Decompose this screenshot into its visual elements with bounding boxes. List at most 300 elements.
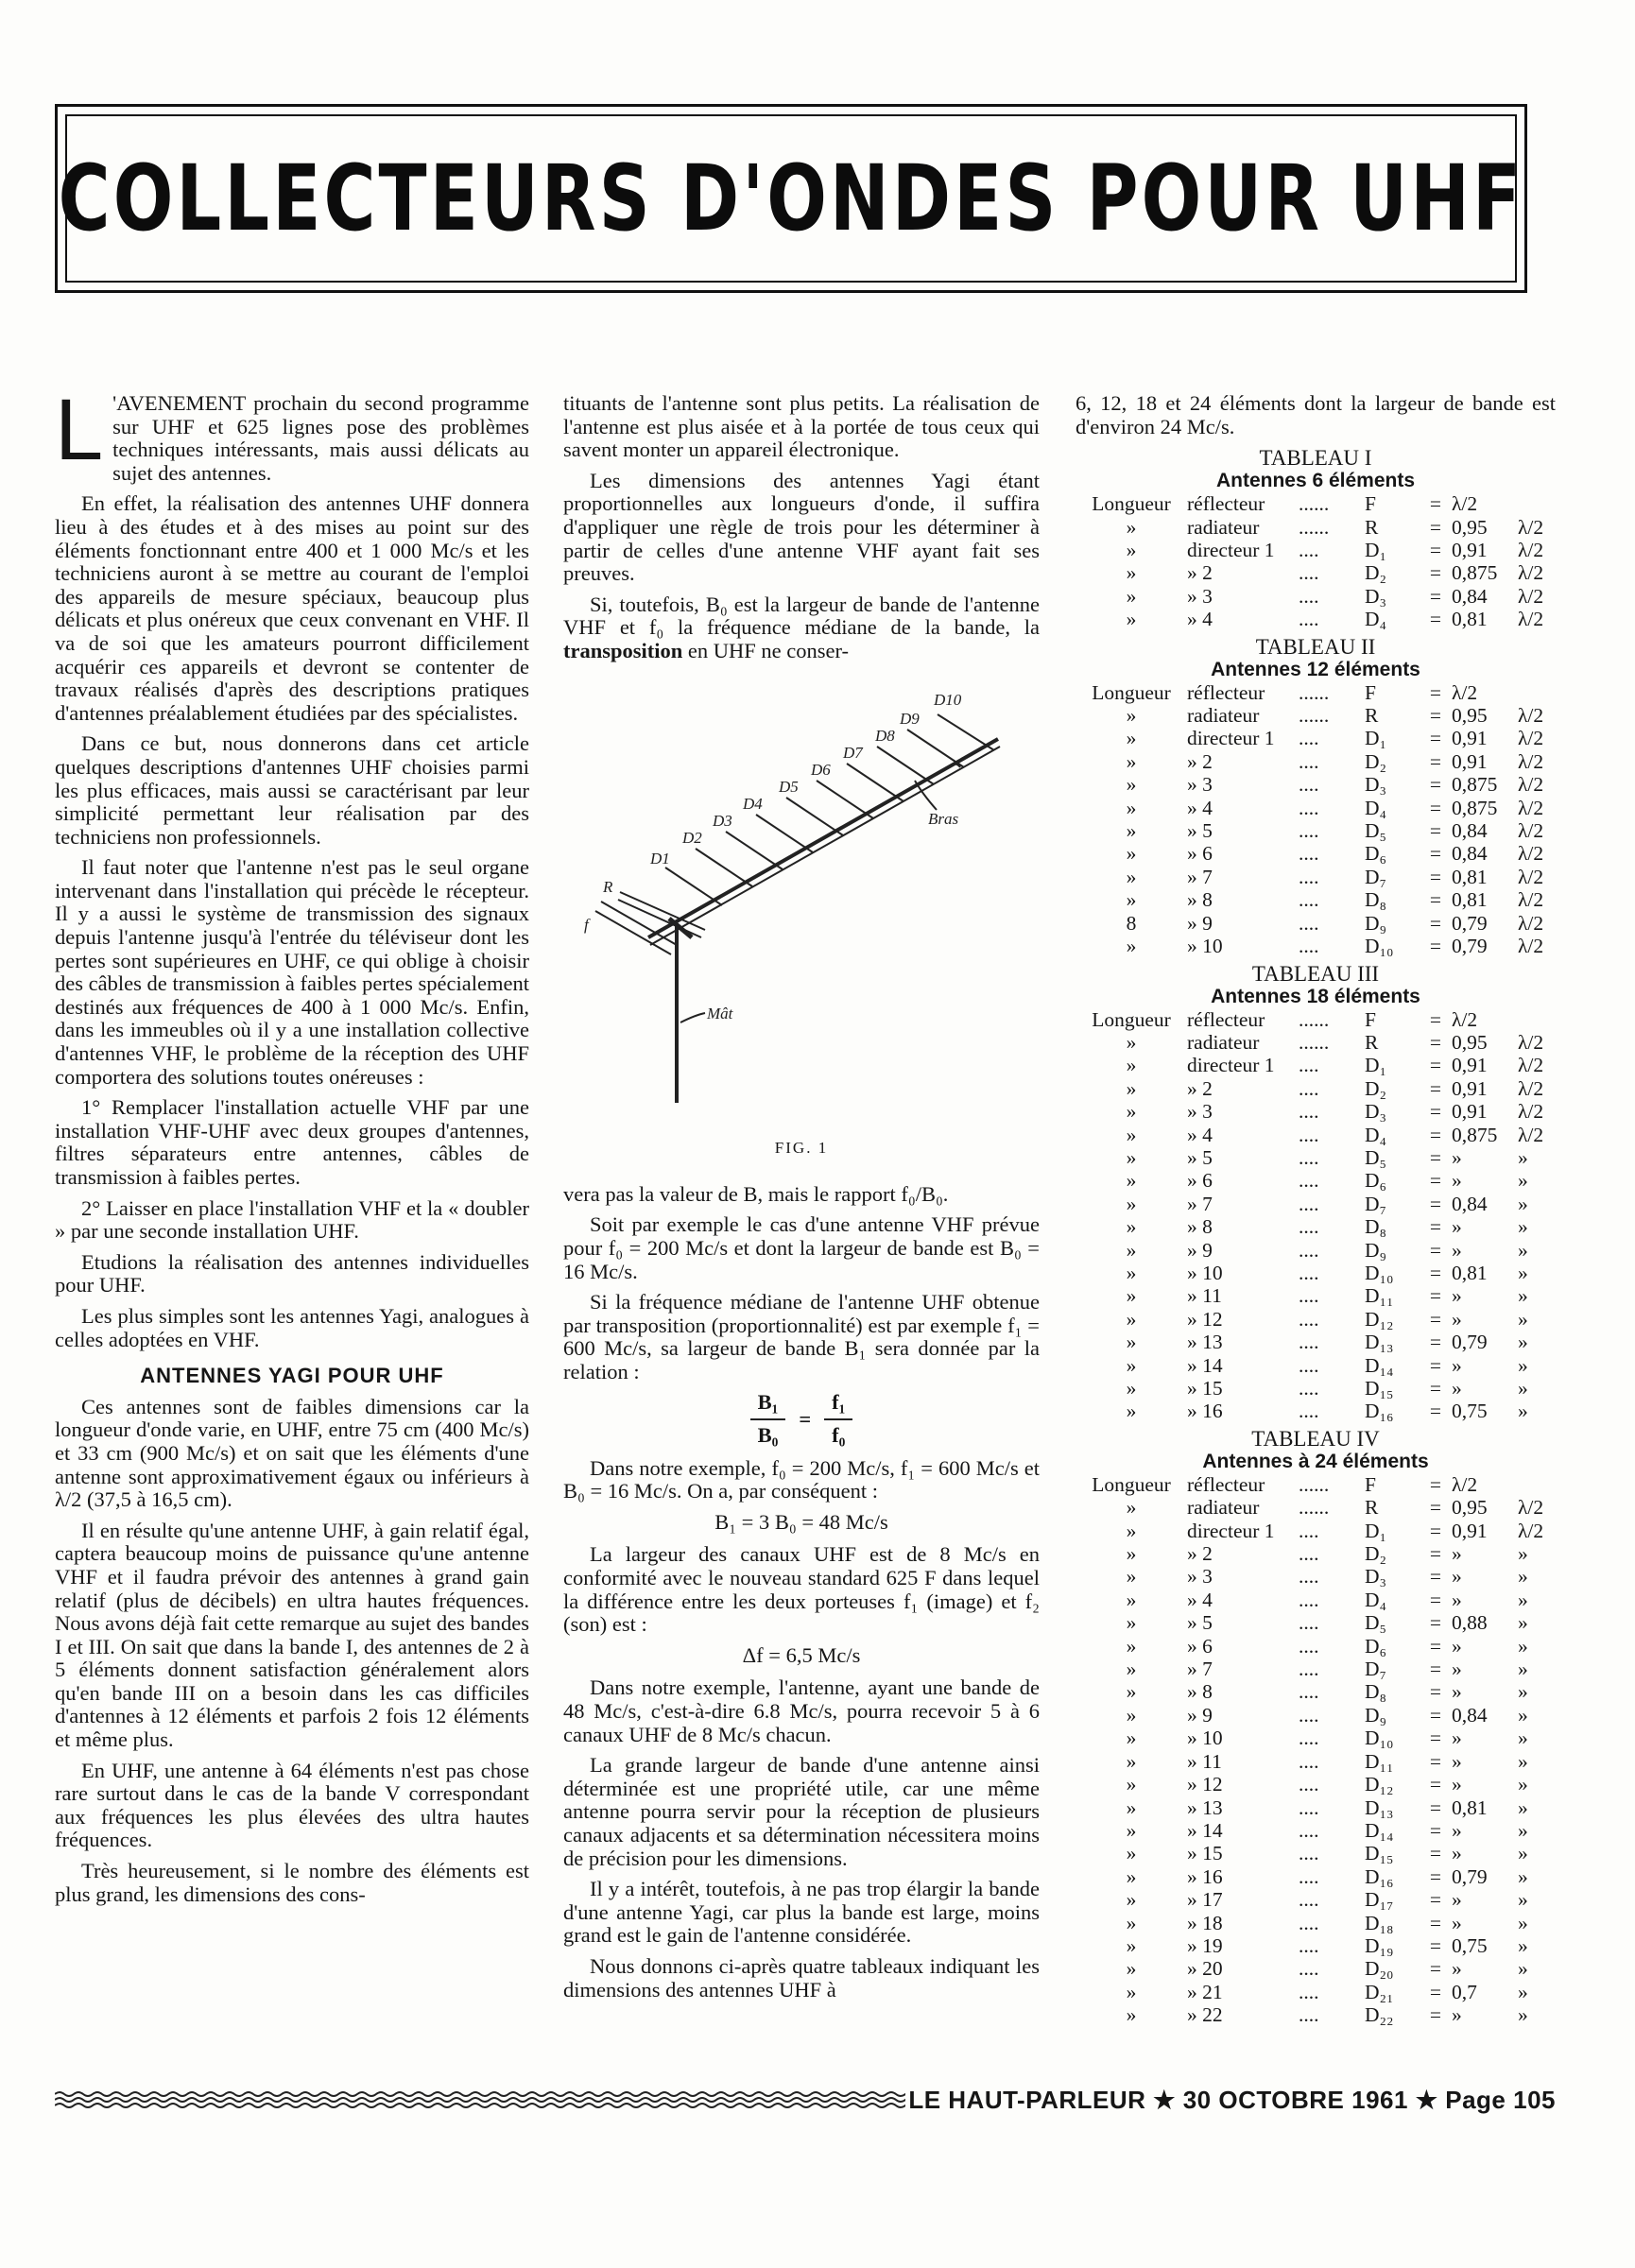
table-cell: » bbox=[1518, 1980, 1528, 2003]
table-cell: » bbox=[1126, 1749, 1137, 1773]
table-row bbox=[1076, 1542, 1556, 1565]
table-cell: » bbox=[1518, 1215, 1528, 1239]
table-cell: » bbox=[1518, 1658, 1528, 1681]
table-cell: .... bbox=[1299, 2003, 1319, 2027]
table-cell: ...... bbox=[1299, 1030, 1330, 1054]
table-row bbox=[1076, 1193, 1556, 1215]
table-row bbox=[1076, 1635, 1556, 1658]
table-cell: » 5 bbox=[1187, 1145, 1213, 1169]
table-cell: » bbox=[1452, 1238, 1462, 1262]
table-row bbox=[1076, 561, 1556, 584]
drop-cap: L bbox=[55, 382, 104, 478]
element-f bbox=[601, 902, 677, 945]
table-cell: » 10 bbox=[1187, 1727, 1223, 1750]
table-cell: » bbox=[1126, 608, 1137, 631]
table-row bbox=[1076, 1865, 1556, 1888]
table-cell: .... bbox=[1299, 865, 1319, 888]
table-row bbox=[1076, 1589, 1556, 1611]
table-cell: = bbox=[1429, 1727, 1442, 1750]
paragraph-text: 'AVENEMENT prochain du second programme sur UHF et 625 lignes pose des problèmes techniques intéressants, mais aussi délicats au sujet des antennes. bbox=[112, 391, 529, 485]
table-cell: » 9 bbox=[1187, 1238, 1213, 1262]
table-cell: = bbox=[1429, 842, 1442, 866]
table-cell: » bbox=[1518, 1796, 1528, 1819]
table-cell: 0,91 bbox=[1452, 1076, 1488, 1100]
table-row bbox=[1076, 1124, 1556, 1146]
table-row bbox=[1076, 539, 1556, 561]
table-subtitle: Antennes 18 éléments bbox=[1211, 985, 1420, 1007]
table-cell: λ/2 bbox=[1518, 515, 1544, 539]
table-cell: » 18 bbox=[1187, 1911, 1223, 1934]
table-cell: D₁₉ bbox=[1365, 1933, 1394, 1957]
table-cell: .... bbox=[1299, 1307, 1319, 1331]
table-cell: » bbox=[1126, 1496, 1137, 1520]
table-cell: λ/2 bbox=[1518, 888, 1544, 912]
table-cell: = bbox=[1429, 1911, 1442, 1934]
table-cell: = bbox=[1429, 1611, 1442, 1635]
table-cell: » bbox=[1518, 1933, 1528, 1957]
table-cell: = bbox=[1429, 1261, 1442, 1284]
table-subtitle: Antennes 6 éléments bbox=[1215, 470, 1416, 492]
table-cell: = bbox=[1429, 819, 1442, 843]
table-cell: λ/2 bbox=[1518, 704, 1544, 728]
table-cell: » bbox=[1126, 1980, 1137, 2003]
label-d4: D4 bbox=[743, 794, 763, 813]
issue-date: 30 OCTOBRE 1961 bbox=[1182, 2086, 1408, 2114]
table-cell: » bbox=[1126, 1238, 1137, 1262]
table-cell: = bbox=[1429, 1933, 1442, 1957]
table-title: TABLEAU IV bbox=[1251, 1426, 1380, 1451]
table-cell: 0,81 bbox=[1452, 888, 1488, 912]
table-cell: » bbox=[1126, 1888, 1137, 1912]
element-d7 bbox=[847, 764, 904, 801]
table-cell bbox=[1518, 492, 1556, 515]
table-row bbox=[1076, 1215, 1556, 1238]
table-cell: 0,84 bbox=[1452, 1192, 1488, 1215]
element-d5 bbox=[786, 798, 843, 835]
table-cell: » 15 bbox=[1187, 1377, 1223, 1400]
table-cell: » bbox=[1126, 1100, 1137, 1124]
table-cell: » bbox=[1452, 1773, 1462, 1796]
table-cell: » bbox=[1126, 539, 1137, 561]
table-cell: réflecteur bbox=[1187, 680, 1265, 704]
table-cell: » 11 bbox=[1187, 1284, 1222, 1308]
column-1 bbox=[55, 382, 529, 1914]
table-cell: » bbox=[1126, 727, 1137, 750]
table-cell: D₁₂ bbox=[1365, 1307, 1394, 1331]
table-cell: » 10 bbox=[1187, 935, 1223, 958]
table-cell: » bbox=[1452, 1169, 1462, 1193]
table-cell: réflecteur bbox=[1187, 1007, 1265, 1031]
table-cell: » bbox=[1518, 1864, 1528, 1888]
table-row bbox=[1076, 819, 1556, 842]
table-row bbox=[1076, 1031, 1556, 1054]
paragraph-text: en UHF ne conser- bbox=[682, 638, 850, 662]
label-f: f bbox=[584, 915, 589, 934]
table-cell: » bbox=[1452, 1377, 1462, 1400]
table-cell: » bbox=[1126, 1864, 1137, 1888]
table-cell: » bbox=[1126, 2003, 1137, 2027]
table-cell: » bbox=[1126, 1377, 1137, 1400]
table-cell: = bbox=[1429, 1980, 1442, 2003]
table-cell: .... bbox=[1299, 1238, 1319, 1262]
table-cell: .... bbox=[1299, 1933, 1319, 1957]
table-cell: .... bbox=[1299, 773, 1319, 797]
table-cell: 0,79 bbox=[1452, 911, 1488, 935]
table-cell: » bbox=[1126, 1933, 1137, 1957]
table-cell: D₁ bbox=[1365, 727, 1387, 750]
table-cell: = bbox=[1429, 1703, 1442, 1727]
table-cell: .... bbox=[1299, 561, 1319, 585]
star-separator: ★ bbox=[1153, 2086, 1176, 2114]
table-cell: » 4 bbox=[1187, 608, 1213, 631]
table-row bbox=[1076, 912, 1556, 935]
table-row bbox=[1076, 1496, 1556, 1519]
paragraph: Soit par exemple le cas d'une antenne VHF prévue pour f₀ = 200 Mc/s et dont la largeur de bande est B₀ = 16 Mc/s. bbox=[563, 1212, 1040, 1283]
table-cell: .... bbox=[1299, 1888, 1319, 1912]
table-cell bbox=[1518, 1473, 1556, 1496]
table-cell: = bbox=[1429, 888, 1442, 912]
table-cell: D₁₈ bbox=[1365, 1911, 1394, 1934]
table-cell: » bbox=[1126, 1588, 1137, 1611]
label-d5: D5 bbox=[779, 777, 799, 796]
page-number: Page 105 bbox=[1445, 2086, 1556, 2114]
table-cell: » 14 bbox=[1187, 1353, 1223, 1377]
table-cell: .... bbox=[1299, 842, 1319, 866]
table-cell: » bbox=[1518, 1842, 1528, 1865]
table-cell: » 3 bbox=[1187, 1100, 1213, 1124]
dimension-tables bbox=[1076, 446, 1556, 2026]
table-cell: » 5 bbox=[1187, 1611, 1213, 1635]
table-cell: .... bbox=[1299, 1864, 1319, 1888]
table-cell: λ/2 bbox=[1518, 865, 1544, 888]
table-cell: » bbox=[1126, 1123, 1137, 1146]
table-row bbox=[1076, 492, 1556, 515]
fraction-equation bbox=[750, 1391, 853, 1447]
table-cell: λ/2 bbox=[1518, 1123, 1544, 1146]
table-cell: D₅ bbox=[1365, 1145, 1387, 1169]
table-cell: » bbox=[1126, 1634, 1137, 1658]
wavy-rule bbox=[55, 2089, 905, 2110]
label-d8: D8 bbox=[875, 726, 895, 745]
table-row bbox=[1076, 1520, 1556, 1542]
table-cell: 0,84 bbox=[1452, 819, 1488, 843]
table-row bbox=[1076, 866, 1556, 888]
table-cell: » bbox=[1126, 935, 1137, 958]
table-cell: 0,875 bbox=[1452, 773, 1498, 797]
table-cell: = bbox=[1429, 1169, 1442, 1193]
table-cell: » bbox=[1126, 1145, 1137, 1169]
table-subtitle: Antennes 12 éléments bbox=[1211, 658, 1420, 680]
bold-term: transposition bbox=[563, 638, 683, 662]
table-cell: λ/2 bbox=[1452, 1007, 1478, 1031]
table-cell bbox=[1518, 1008, 1556, 1031]
paragraph: La grande largeur de bande d'une antenne ainsi déterminée est une propriété utile, car une même antenne pourra servir pour la réception de plusieurs canaux adjacents et sa détermination nécessitera moins de précision pour les dimensions. bbox=[563, 1753, 1040, 1870]
element-d2 bbox=[696, 849, 752, 886]
table-cell: » bbox=[1126, 1030, 1137, 1054]
table-cell: » bbox=[1126, 842, 1137, 866]
table-cell: = bbox=[1429, 1888, 1442, 1912]
table-cell: » bbox=[1452, 1307, 1462, 1331]
table-cell: » bbox=[1126, 865, 1137, 888]
table-cell: 0,91 bbox=[1452, 1100, 1488, 1124]
table-cell: » bbox=[1452, 1658, 1462, 1681]
section-heading: ANTENNES YAGI POUR UHF bbox=[140, 1364, 444, 1388]
table-row bbox=[1076, 1819, 1556, 1842]
table-cell: » bbox=[1126, 515, 1137, 539]
table-cell: = bbox=[1429, 1076, 1442, 1100]
table-cell: » 7 bbox=[1187, 1192, 1213, 1215]
table-cell: λ/2 bbox=[1452, 1472, 1478, 1496]
wave-line-2 bbox=[55, 2098, 905, 2102]
table-cell: » 22 bbox=[1187, 2003, 1223, 2027]
table-cell: » 7 bbox=[1187, 865, 1213, 888]
table-row bbox=[1076, 797, 1556, 819]
table-cell: » 9 bbox=[1187, 911, 1213, 935]
table-cell: » 6 bbox=[1187, 842, 1213, 866]
table-cell: directeur 1 bbox=[1187, 727, 1275, 750]
table-cell: .... bbox=[1299, 1680, 1319, 1704]
table-cell: = bbox=[1429, 704, 1442, 728]
denominator: f₀ bbox=[832, 1423, 846, 1448]
table-cell: .... bbox=[1299, 1400, 1319, 1423]
table-cell: » 3 bbox=[1187, 1565, 1213, 1589]
table-cell: » bbox=[1126, 1611, 1137, 1635]
label-d3: D3 bbox=[713, 811, 732, 830]
table-row bbox=[1076, 1473, 1556, 1496]
table-cell: » bbox=[1126, 1169, 1137, 1193]
table-cell: » 16 bbox=[1187, 1864, 1223, 1888]
dimension-table bbox=[1076, 1008, 1556, 1423]
table-row bbox=[1076, 1658, 1556, 1680]
table-cell: λ/2 bbox=[1518, 1076, 1544, 1100]
table-cell: 0,91 bbox=[1452, 539, 1488, 561]
antenna-drawing bbox=[595, 714, 1000, 1103]
table-cell: D₁₃ bbox=[1365, 1331, 1394, 1354]
table-cell: 0,91 bbox=[1452, 1519, 1488, 1542]
table-cell: = bbox=[1429, 1773, 1442, 1796]
table-cell: D₁₁ bbox=[1365, 1284, 1394, 1308]
table-cell: = bbox=[1429, 1030, 1442, 1054]
paragraph: Nous donnons ci-après quatre tableaux indiquant les dimensions des antennes UHF à bbox=[563, 1953, 1040, 2002]
table-cell: » bbox=[1518, 1565, 1528, 1589]
table-cell: .... bbox=[1299, 584, 1319, 608]
table-cell: .... bbox=[1299, 727, 1319, 750]
table-cell: » bbox=[1518, 2003, 1528, 2027]
table-cell: » 9 bbox=[1187, 1703, 1213, 1727]
table-cell: = bbox=[1429, 749, 1442, 773]
table-cell: = bbox=[1429, 1400, 1442, 1423]
table-cell: » bbox=[1126, 1307, 1137, 1331]
table-row bbox=[1076, 1888, 1556, 1911]
table-cell: ...... bbox=[1299, 1007, 1330, 1031]
element-d6 bbox=[817, 781, 873, 818]
table-cell: D₇ bbox=[1365, 865, 1387, 888]
table-cell bbox=[1518, 681, 1556, 704]
table-row bbox=[1076, 516, 1556, 539]
numerator: B₁ bbox=[750, 1391, 786, 1420]
table-cell: = bbox=[1429, 1842, 1442, 1865]
table-cell: D₉ bbox=[1365, 911, 1387, 935]
table-cell: D₂₀ bbox=[1365, 1957, 1394, 1981]
table-cell: » bbox=[1126, 796, 1137, 819]
column-3 bbox=[1076, 392, 1556, 2027]
table-cell: radiateur bbox=[1187, 1030, 1260, 1054]
table-cell: = bbox=[1429, 1519, 1442, 1542]
table-row bbox=[1076, 750, 1556, 773]
table-cell: directeur 1 bbox=[1187, 539, 1275, 561]
table-cell: D₁₆ bbox=[1365, 1864, 1394, 1888]
table-row bbox=[1076, 842, 1556, 865]
table-cell: » bbox=[1452, 1749, 1462, 1773]
table-row bbox=[1076, 585, 1556, 608]
table-cell: D₁ bbox=[1365, 1054, 1387, 1077]
label-r: R bbox=[603, 877, 613, 896]
table-cell: » 5 bbox=[1187, 819, 1213, 843]
table-row bbox=[1076, 1262, 1556, 1284]
table-cell: 0,7 bbox=[1452, 1980, 1477, 2003]
paragraph: Dans ce but, nous donnerons dans cet article quelques descriptions d'antennes UHF choisies parmi les plus efficaces, mais aussi se caractérisant par leur simplicité permettant leur réalisation par des techniciens non professionnels. bbox=[55, 731, 529, 849]
table-cell: » 4 bbox=[1187, 1123, 1213, 1146]
paragraph: 1° Remplacer l'installation actuelle VHF par une installation VHF-UHF avec deux groupes d'antennes, filtres séparateurs entre antennes, câbles de transmission à faibles pertes. bbox=[55, 1095, 529, 1189]
table-cell: R bbox=[1365, 1496, 1379, 1520]
table-cell: » bbox=[1126, 1519, 1137, 1542]
table-cell: D₁₂ bbox=[1365, 1773, 1394, 1796]
table-cell: .... bbox=[1299, 1980, 1319, 2003]
table-cell: .... bbox=[1299, 1911, 1319, 1934]
label-d6: D6 bbox=[811, 760, 831, 779]
table-cell: D₉ bbox=[1365, 1703, 1387, 1727]
table-cell: = bbox=[1429, 561, 1442, 585]
table-cell: radiateur bbox=[1187, 515, 1260, 539]
table-cell: = bbox=[1429, 1007, 1442, 1031]
table-cell: F bbox=[1365, 1007, 1376, 1031]
table-cell: .... bbox=[1299, 1261, 1319, 1284]
table-cell: D₁₄ bbox=[1365, 1353, 1394, 1377]
table-cell: » bbox=[1518, 1542, 1528, 1566]
table-row bbox=[1076, 1565, 1556, 1588]
table-cell: » 2 bbox=[1187, 749, 1213, 773]
table-cell: = bbox=[1429, 1145, 1442, 1169]
table-cell: ...... bbox=[1299, 1496, 1330, 1520]
table-cell: » bbox=[1452, 1680, 1462, 1704]
table-cell: 0,875 bbox=[1452, 561, 1498, 585]
table-cell: = bbox=[1429, 1588, 1442, 1611]
table-subtitle: Antennes à 24 éléments bbox=[1202, 1450, 1429, 1472]
table-cell: 8 bbox=[1126, 911, 1137, 935]
table-cell: » 4 bbox=[1187, 796, 1213, 819]
table-cell: D₆ bbox=[1365, 842, 1387, 866]
element-d10 bbox=[938, 714, 994, 750]
table-cell: directeur 1 bbox=[1187, 1519, 1275, 1542]
table-block bbox=[1076, 635, 1556, 958]
table-cell: D₃ bbox=[1365, 773, 1387, 797]
table-cell: » bbox=[1126, 1680, 1137, 1704]
table-cell: D₂ bbox=[1365, 1542, 1387, 1566]
table-cell: = bbox=[1429, 1238, 1442, 1262]
paragraph: 2° Laisser en place l'installation VHF et la « doubler » par une seconde installation UHF. bbox=[55, 1195, 529, 1244]
table-cell: = bbox=[1429, 1284, 1442, 1308]
fraction-left bbox=[750, 1391, 786, 1447]
table-cell: D₈ bbox=[1365, 1215, 1387, 1239]
table-cell: 0,88 bbox=[1452, 1611, 1488, 1635]
table-cell: = bbox=[1429, 1680, 1442, 1704]
fraction-right bbox=[824, 1391, 852, 1447]
table-cell: ...... bbox=[1299, 680, 1330, 704]
table-cell: .... bbox=[1299, 1331, 1319, 1354]
table-row bbox=[1076, 1704, 1556, 1727]
table-cell: D₉ bbox=[1365, 1238, 1387, 1262]
table-block bbox=[1076, 1427, 1556, 2027]
label-d1: D1 bbox=[650, 849, 670, 868]
table-cell: = bbox=[1429, 1215, 1442, 1239]
table-row bbox=[1076, 1680, 1556, 1703]
table-cell: D₁₀ bbox=[1365, 935, 1394, 958]
table-cell: = bbox=[1429, 492, 1442, 516]
table-cell: » bbox=[1126, 1842, 1137, 1865]
table-cell: .... bbox=[1299, 1773, 1319, 1796]
table-cell: = bbox=[1429, 1634, 1442, 1658]
table-cell: » 8 bbox=[1187, 1680, 1213, 1704]
table-cell: .... bbox=[1299, 1588, 1319, 1611]
table-cell: Longueur bbox=[1092, 1007, 1171, 1031]
table-cell: D₁₀ bbox=[1365, 1261, 1394, 1284]
table-cell: = bbox=[1429, 935, 1442, 958]
paragraph: tituants de l'antenne sont plus petits. La réalisation de l'antenne est plus aisée et à la portée de tous ceux qui savent monter un appareil électronique. bbox=[563, 391, 1040, 462]
table-cell: D₁₄ bbox=[1365, 1818, 1394, 1842]
paragraph: vera pas la valeur de B, mais le rapport f₀/B₀. bbox=[563, 1181, 949, 1206]
table-cell: 0,81 bbox=[1452, 865, 1488, 888]
table-cell: » bbox=[1452, 2003, 1462, 2027]
table-row bbox=[1076, 1611, 1556, 1634]
table-cell: » bbox=[1452, 1842, 1462, 1865]
table-cell: = bbox=[1429, 1565, 1442, 1589]
table-cell: .... bbox=[1299, 1076, 1319, 1100]
label-d2: D2 bbox=[682, 828, 702, 847]
table-cell: λ/2 bbox=[1518, 1054, 1544, 1077]
table-cell: » bbox=[1518, 1169, 1528, 1193]
table-cell: = bbox=[1429, 539, 1442, 561]
table-cell: Longueur bbox=[1092, 1472, 1171, 1496]
table-cell: 0,91 bbox=[1452, 727, 1488, 750]
table-cell: .... bbox=[1299, 608, 1319, 631]
table-cell: = bbox=[1429, 1818, 1442, 1842]
table-cell: F bbox=[1365, 1472, 1376, 1496]
table-cell: 0,79 bbox=[1452, 1864, 1488, 1888]
element-d3 bbox=[726, 832, 783, 869]
table-cell: Longueur bbox=[1092, 492, 1171, 516]
table-row bbox=[1076, 681, 1556, 704]
table-cell: » 2 bbox=[1187, 561, 1213, 585]
table-row bbox=[1076, 1008, 1556, 1031]
table-row bbox=[1076, 1934, 1556, 1957]
table-row bbox=[1076, 1284, 1556, 1307]
table-cell: » 7 bbox=[1187, 1658, 1213, 1681]
denominator: B₀ bbox=[757, 1423, 779, 1448]
table-cell: = bbox=[1429, 1100, 1442, 1124]
table-cell: .... bbox=[1299, 796, 1319, 819]
table-cell: » bbox=[1126, 1284, 1137, 1308]
table-cell: D₈ bbox=[1365, 1680, 1387, 1704]
table-cell: » bbox=[1452, 1284, 1462, 1308]
table-cell: » bbox=[1518, 1261, 1528, 1284]
table-cell: .... bbox=[1299, 1634, 1319, 1658]
paragraph: Les plus simples sont les antennes Yagi, analogues à celles adoptées en VHF. bbox=[55, 1303, 529, 1351]
table-cell: .... bbox=[1299, 1703, 1319, 1727]
table-cell: .... bbox=[1299, 1519, 1319, 1542]
table-cell: D₁₇ bbox=[1365, 1888, 1394, 1912]
table-cell: D₇ bbox=[1365, 1192, 1387, 1215]
table-cell: ...... bbox=[1299, 704, 1330, 728]
